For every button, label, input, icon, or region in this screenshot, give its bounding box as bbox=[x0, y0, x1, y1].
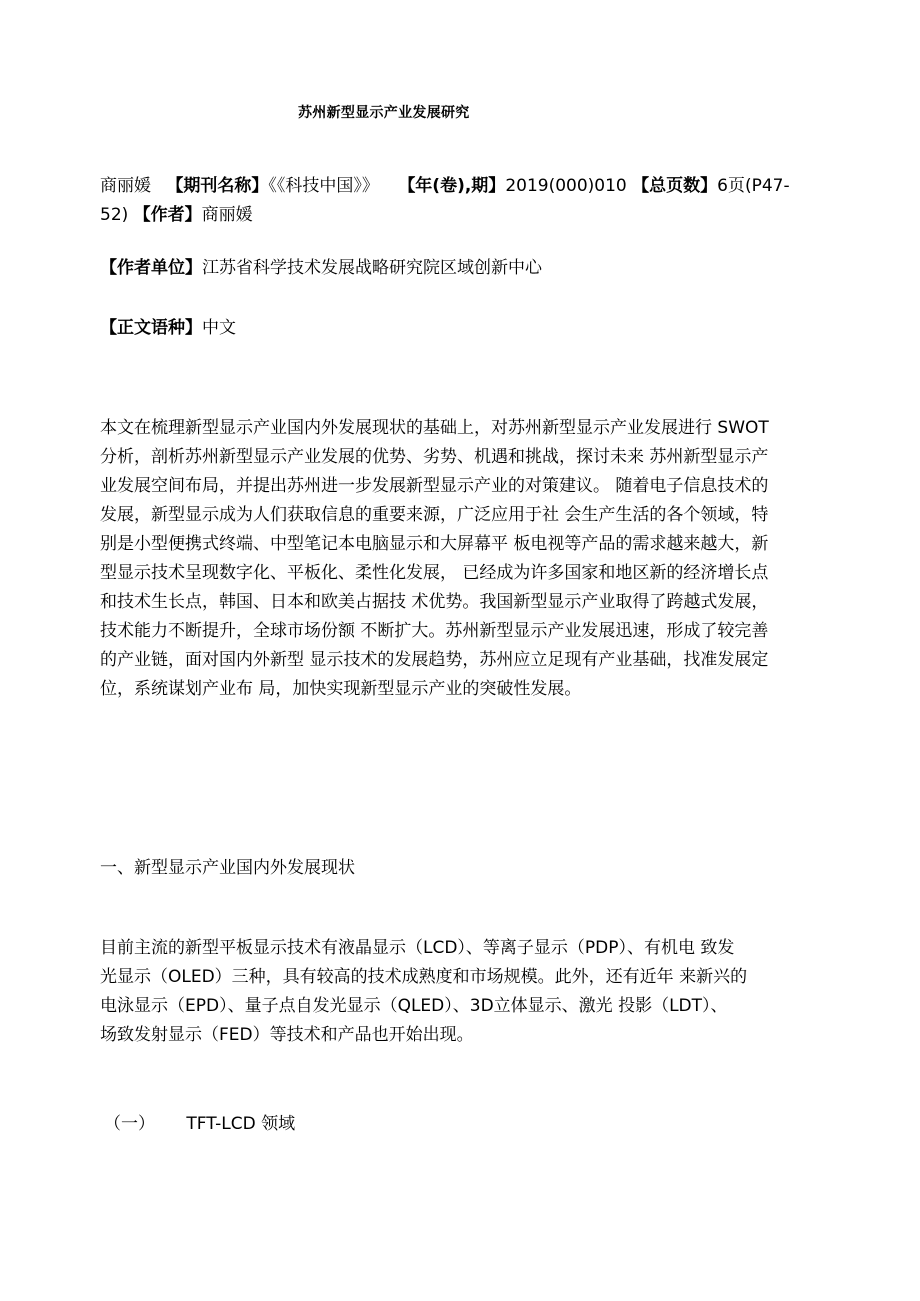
section-heading: 一、新型显示产业国内外发展现状 bbox=[100, 858, 355, 878]
citation-line-2 bbox=[100, 201, 832, 230]
abstract-line: 位，系统谋划产业布 局，加快实现新型显示产业的突破性发展。 bbox=[100, 679, 582, 699]
subsection-title: TFT-LCD 领域 bbox=[186, 1114, 296, 1134]
abstract-line: 业发展空间布局，并提出苏州进一步发展新型显示产业的对策建议。 随着电子信息技术的 bbox=[100, 476, 769, 496]
language-label: 【正文语种】 bbox=[100, 318, 202, 338]
citation-line-1 bbox=[100, 172, 832, 201]
section-paragraph bbox=[100, 934, 832, 1050]
affiliation-label: 【作者单位】 bbox=[100, 258, 202, 278]
language-line bbox=[100, 314, 832, 343]
paragraph-line: 场致发射显示（FED）等技术和产品也开始出现。 bbox=[100, 1025, 474, 1045]
pages-value-cont: 52) bbox=[100, 205, 129, 225]
abstract-line: 的产业链，面对国内外新型 显示技术的发展趋势，苏州应立足现有产业基础，找准发展定 bbox=[100, 650, 769, 670]
citation-meta bbox=[100, 172, 832, 230]
year-value: 2019(000)010 bbox=[505, 176, 627, 196]
paragraph-line: 目前主流的新型平板显示技术有液晶显示（LCD）、等离子显示（PDP）、有机电 致发 bbox=[100, 938, 735, 958]
journal-value: 《《科技中国》》 bbox=[268, 176, 379, 196]
pages-label: 【总页数】 bbox=[632, 176, 718, 196]
abstract-line: 本文在梳理新型显示产业国内外发展现状的基础上，对苏州新型显示产业发展进行 SWOT bbox=[100, 418, 769, 438]
paragraph-line: 电泳显示（EPD）、量子点自发光显示（QLED）、3D立体显示、激光 投影（LDT）、 bbox=[100, 996, 728, 1016]
abstract-line: 分析，剖析苏州新型显示产业发展的优势、劣势、机遇和挑战，探讨未来 苏州新型显示产 bbox=[100, 447, 769, 467]
document-title: 苏州新型显示产业发展研究 bbox=[298, 105, 470, 121]
affiliation-value: 江苏省科学技术发展战略研究院区域创新中心 bbox=[202, 258, 542, 278]
affiliation-line bbox=[100, 254, 832, 283]
subsection-heading bbox=[104, 1110, 836, 1139]
year-label: 【年(卷),期】 bbox=[398, 176, 506, 196]
paragraph-line: 光显示（OLED）三种，具有较高的技术成熟度和市场规模。此外，还有近年 来新兴的 bbox=[100, 967, 748, 987]
abstract-line: 型显示技术呈现数字化、平板化、柔性化发展， 已经成为许多国家和地区新的经济增长点 bbox=[100, 563, 769, 583]
author-value: 商丽媛 bbox=[201, 205, 253, 225]
author-lead: 商丽媛 bbox=[100, 176, 151, 196]
language-value: 中文 bbox=[202, 318, 236, 338]
author-label: 【作者】 bbox=[133, 205, 202, 225]
journal-label: 【期刊名称】 bbox=[166, 176, 269, 196]
pages-value: 6页(P47- bbox=[717, 176, 790, 196]
abstract-line: 发展，新型显示成为人们获取信息的重要来源，广泛应用于社 会生产生活的各个领域，特 bbox=[100, 505, 769, 525]
abstract-line: 和技术生长点，韩国、日本和欧美占据技 术优势。我国新型显示产业取得了跨越式发展， bbox=[100, 592, 769, 612]
abstract-line: 别是小型便携式终端、中型笔记本电脑显示和大屏幕平 板电视等产品的需求越来越大，新 bbox=[100, 534, 769, 554]
abstract bbox=[100, 414, 832, 704]
subsection-number: （一） bbox=[104, 1114, 155, 1134]
abstract-line: 技术能力不断提升，全球市场份额 不断扩大。苏州新型显示产业发展迅速，形成了较完善 bbox=[100, 621, 769, 641]
